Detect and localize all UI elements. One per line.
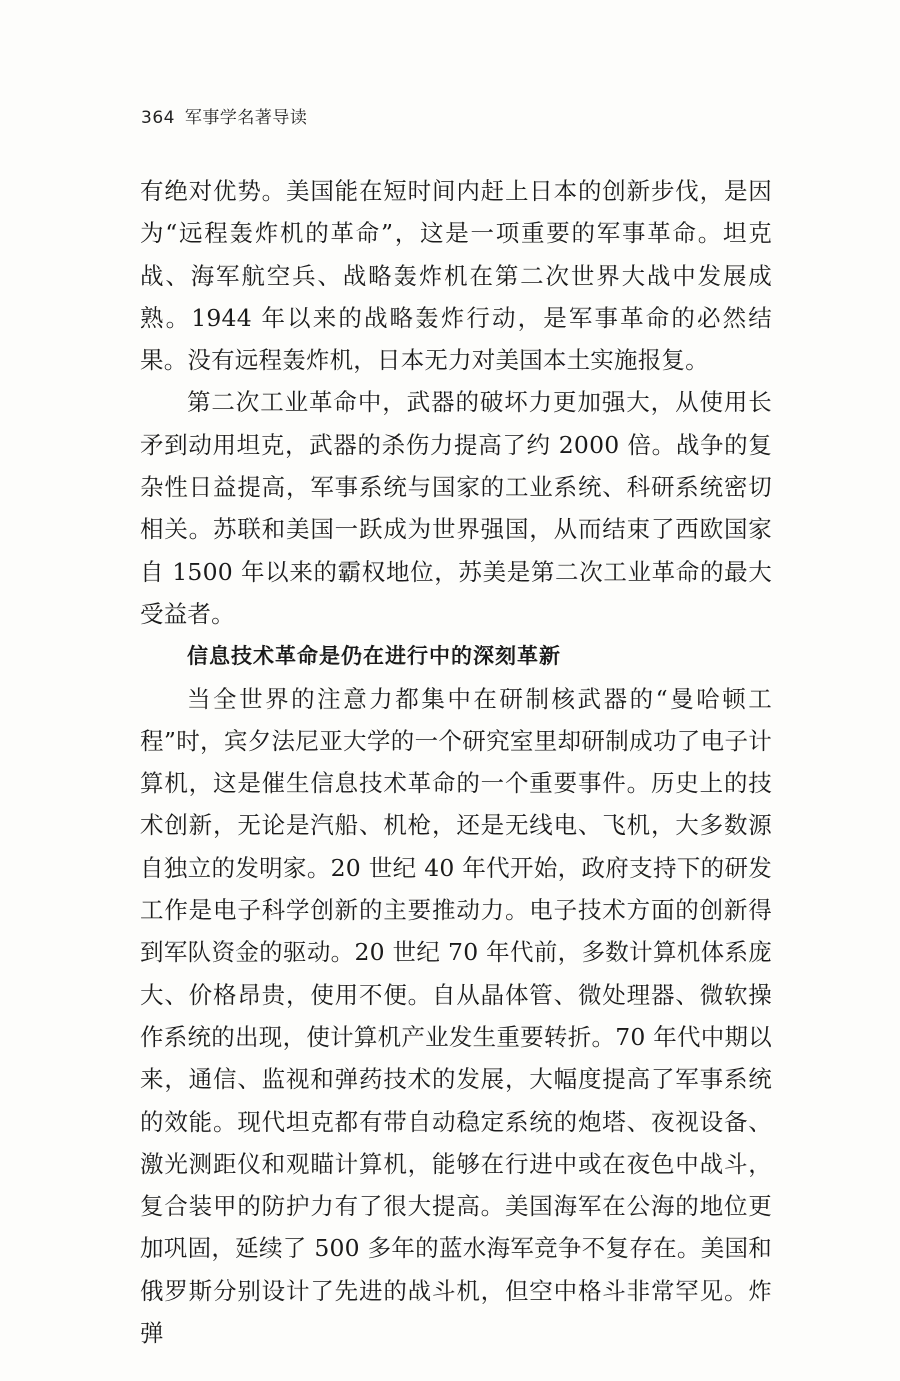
page-number: 364	[141, 108, 175, 128]
body-text	[140, 170, 772, 1354]
running-head	[141, 103, 307, 128]
paragraph-continued: 有绝对优势。美国能在短时间内赶上日本的创新步伐，是因为“远程轰炸机的革命”，这是一项重要的军事革命。坦克战、海军航空兵、战略轰炸机在第二次世界大战中发展成熟。1944 年以来的战略轰炸行动，是军事革命的必然结果。没有远程轰炸机，日本无力对美国本土实施报复。	[140, 177, 772, 375]
book-title: 军事学名著导读	[184, 108, 308, 128]
section-heading: 信息技术革命是仍在进行中的深刻革新	[187, 644, 561, 669]
paragraph: 当全世界的注意力都集中在研制核武器的“曼哈顿工程”时，宾夕法尼亚大学的一个研究室里却研制成功了电子计算机，这是催生信息技术革命的一个重要事件。历史上的技术创新，无论是汽船、机枪，还是无线电、飞机，大多数源自独立的发明家。20 世纪 40 年代开始，政府支持下的研发工作是电子科学创新的主要推动力。电子技术方面的创新得到军队资金的驱动。20 世纪 70 年代前，多数计算机体系庞大、价格昂贵，使用不便。自从晶体管、微处理器、微软操作系统的出现，使计算机产业发生重要转折。70 年代中期以来，通信、监视和弹药技术的发展，大幅度提高了军事系统的效能。现代坦克都有带自动稳定系统的炮塔、夜视设备、激光测距仪和观瞄计算机，能够在行进中或在夜色中战斗，复合装甲的防护力有了很大提高。美国海军在公海的地位更加巩固，延续了 500 多年的蓝水海军竞争不复存在。美国和俄罗斯分别设计了先进的战斗机，但空中格斗非常罕见。炸弹	[140, 684, 772, 1348]
paragraph: 第二次工业革命中，武器的破坏力更加强大，从使用长矛到动用坦克，武器的杀伤力提高了约 2000 倍。战争的复杂性日益提高，军事系统与国家的工业系统、科研系统密切相关。苏联和美国一跃成为世界强国，从而结束了西欧国家自 1500 年以来的霸权地位，苏美是第二次工业革命的最大受益者。	[140, 388, 772, 628]
